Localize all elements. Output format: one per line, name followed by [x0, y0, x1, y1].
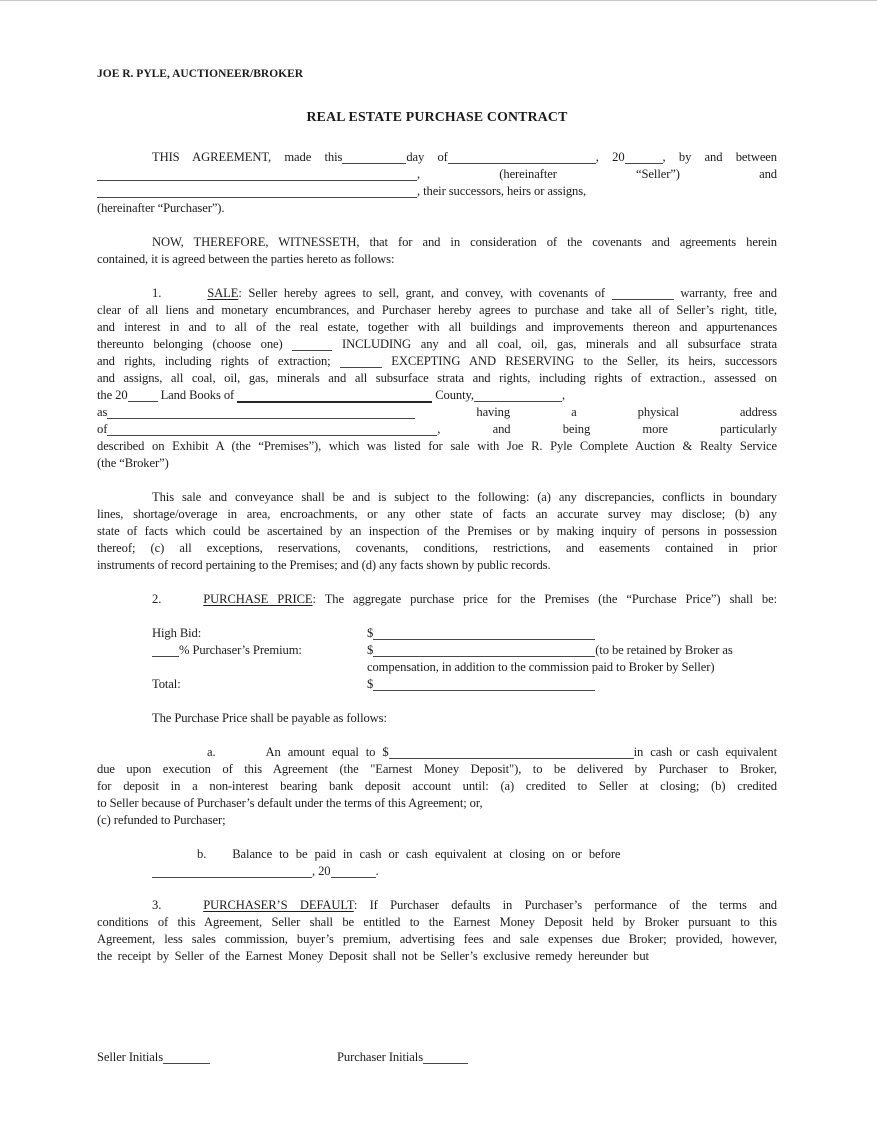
witnesseth-paragraph	[97, 234, 777, 268]
agreement-intro-paragraph	[97, 149, 777, 217]
text-run: , (hereinafter “Seller”) and	[417, 167, 777, 181]
fill-in-blank	[373, 652, 595, 657]
text-run: described on Exhibit A (the “Premises”), which was listed for sale with Joe R. Pyle Complete Auction & Realty Service	[97, 439, 777, 453]
text-run: INCLUDING any and all coal, oil, gas, minerals and all subsurface strata	[332, 337, 778, 351]
text-run: County,	[432, 388, 474, 402]
text-line	[97, 370, 777, 387]
text-line	[97, 931, 777, 948]
subject-to-paragraph	[97, 489, 777, 574]
price-table	[152, 625, 777, 693]
text-run: in cash or cash equivalent	[633, 745, 777, 759]
text-line	[97, 523, 777, 540]
fill-in-blank	[97, 193, 417, 198]
text-line	[97, 319, 777, 336]
text-run: (hereinafter “Purchaser”).	[97, 201, 225, 215]
text-run: $	[367, 677, 374, 691]
fill-in-blank	[474, 397, 562, 402]
text-line	[152, 659, 777, 676]
text-run: to Seller because of Purchaser’s default under the terms of this Agreement; or,	[97, 796, 483, 810]
fill-in-blank	[163, 1059, 210, 1064]
text-run: .	[375, 864, 379, 878]
text-line	[97, 914, 777, 931]
text-run: 2.	[152, 592, 162, 606]
text-run: as	[97, 405, 108, 419]
document-title: REAL ESTATE PURCHASE CONTRACT	[306, 109, 568, 124]
text-run: Total:	[152, 677, 181, 691]
fill-in-blank-bold	[237, 397, 432, 403]
text-line	[97, 795, 777, 812]
text-line	[97, 336, 777, 353]
section-heading: PURCHASE PRICE	[203, 592, 313, 606]
fill-in-blank	[342, 159, 406, 164]
fill-in-blank	[107, 431, 437, 436]
text-run: Seller Initials	[97, 1050, 164, 1064]
section-heading: SALE	[207, 286, 239, 300]
text-run: Purchaser Initials	[337, 1050, 423, 1064]
fill-in-blank	[448, 159, 596, 164]
item-a-earnest-money	[97, 744, 777, 829]
text-line	[97, 183, 777, 200]
text-line	[97, 778, 777, 795]
item-b-balance	[97, 846, 777, 880]
fill-in-blank	[389, 754, 634, 759]
column-cell	[152, 642, 367, 659]
text-run: : Seller hereby agrees to sell, grant, and convey, with covenants of	[238, 286, 612, 300]
text-line	[97, 812, 777, 829]
text-run: 3.	[152, 898, 162, 912]
text-line	[152, 625, 777, 642]
text-run: Agreement, less sales commission, buyer’s premium, advertising fees and sale expenses due Broker; provided, however,	[97, 932, 777, 946]
text-run: (the “Broker”)	[97, 456, 169, 470]
text-line	[97, 761, 777, 778]
text-run: thereof; (c) all exceptions, reservations, covenants, conditions, restrictions, and easements contained in prior	[97, 541, 777, 555]
page-content	[97, 0, 777, 1066]
section-heading: PURCHASER’S DEFAULT	[203, 898, 354, 912]
fill-in-blank	[340, 363, 382, 368]
letterhead: JOE R. PYLE, AUCTIONEER/BROKER	[97, 68, 304, 80]
text-run: conditions of this Agreement, Seller shall be entitled to the Earnest Money Deposit held by Broker pursuant to this	[97, 915, 777, 929]
payable-paragraph	[97, 710, 777, 727]
text-run: , by and between	[662, 150, 777, 164]
text-run: instruments of record pertaining to the Premises; and (d) any facts shown by public records.	[97, 558, 551, 572]
text-line	[152, 642, 777, 659]
text-line	[97, 387, 777, 404]
text-run: The Purchase Price shall be payable as follows:	[152, 711, 387, 725]
text-line	[97, 285, 777, 302]
text-run: b.	[197, 847, 207, 861]
text-line	[97, 438, 777, 455]
footer-initials	[97, 1049, 777, 1066]
text-run: This sale and conveyance shall be and is subject to the following: (a) any discrepancies, conflicts in boundary	[152, 490, 777, 504]
section-1-sale	[97, 285, 777, 472]
text-run: % Purchaser’s Premium:	[179, 643, 302, 657]
text-line	[97, 897, 777, 914]
text-run: warranty, free and	[673, 286, 777, 300]
text-line	[97, 455, 777, 472]
section-3-purchasers-default	[97, 897, 777, 965]
text-line	[152, 676, 777, 693]
text-run: EXCEPTING AND RESERVING to the Seller, its heirs, successors	[381, 354, 777, 368]
text-run: : If Purchaser defaults in Purchaser’s performance of the terms and	[353, 898, 777, 912]
text-run: and interest in and to all of the real estate, together with all buildings and improvements thereon and appurtenances	[97, 320, 777, 334]
text-run: High Bid:	[152, 626, 202, 640]
text-line	[97, 489, 777, 506]
text-run: contained, it is agreed between the parties hereto as follows:	[97, 252, 395, 266]
text-line	[97, 404, 777, 421]
fill-in-blank	[97, 176, 417, 181]
fill-in-blank	[292, 346, 332, 351]
text-run: ,	[561, 388, 566, 402]
text-line	[97, 744, 777, 761]
fill-in-blank	[331, 873, 376, 878]
fill-in-blank	[128, 397, 158, 402]
text-run: and assigns, all coal, oil, gas, minerals and all subsurface strata and rights, including rights of extraction., assessed on	[97, 371, 777, 385]
column-cell	[152, 625, 367, 642]
text-run: for deposit in a non-interest bearing bank deposit account until: (a) credited to Seller at closing; (b) credited	[97, 779, 777, 793]
fill-in-blank	[152, 873, 312, 878]
text-line	[97, 149, 777, 166]
text-run: a.	[207, 745, 216, 759]
text-line	[97, 234, 777, 251]
text-run: compensation, in addition to the commission paid to Broker by Seller)	[367, 660, 715, 674]
text-run: of	[97, 422, 108, 436]
text-run: (c) refunded to Purchaser;	[97, 813, 226, 827]
text-line	[97, 1049, 777, 1066]
text-line	[97, 421, 777, 438]
section-2-purchase-price	[97, 591, 777, 608]
fill-in-blank	[612, 295, 674, 300]
text-run: thereunto belonging (choose one)	[97, 337, 293, 351]
text-run: (to be retained by Broker as	[595, 643, 733, 657]
text-line	[97, 506, 777, 523]
text-run: 1.	[152, 286, 162, 300]
text-run: , 20	[595, 150, 625, 164]
text-run: state of facts which could be ascertained by an inspection of the Premises or by making inquiry of persons in possession	[97, 524, 777, 538]
text-run: $	[367, 643, 374, 657]
text-run: $	[367, 626, 374, 640]
text-run: clear of all liens and monetary encumbrances, and Purchaser hereby agrees to purchase and take all of Seller’s right, title,	[97, 303, 777, 317]
fill-in-blank	[107, 414, 415, 419]
text-line	[97, 200, 777, 217]
text-line	[97, 710, 777, 727]
text-line	[97, 251, 777, 268]
text-line	[97, 540, 777, 557]
document-body	[97, 149, 777, 1066]
text-run: : The aggregate purchase price for the Premises (the “Purchase Price”) shall be:	[312, 592, 777, 606]
text-run: day of	[406, 150, 448, 164]
text-run: the receipt by Seller of the Earnest Money Deposit shall not be Seller’s exclusive remedy hereunder but	[97, 949, 649, 963]
text-run: due upon execution of this Agreement (the "Earnest Money Deposit"), to be delivered by Purchaser to Broker,	[97, 762, 777, 776]
fill-in-blank	[373, 635, 595, 640]
text-run: and rights, including rights of extraction;	[97, 354, 340, 368]
text-run: , and being more particularly	[437, 422, 777, 436]
text-line	[97, 302, 777, 319]
text-run: the 20	[97, 388, 128, 402]
text-line	[97, 353, 777, 370]
fill-in-blank	[423, 1059, 468, 1064]
text-run: Balance to be paid in cash or cash equivalent at closing on or before	[232, 847, 621, 861]
text-run: having a physical address	[415, 405, 777, 419]
text-run: lines, shortage/overage in area, encroachments, or any other state of facts an accurate survey may disclose; (b) any	[97, 507, 777, 521]
text-run: THIS AGREEMENT, made this	[152, 150, 343, 164]
text-run: An amount equal to $	[265, 745, 389, 759]
text-line	[97, 591, 777, 608]
fill-in-blank	[152, 652, 179, 657]
text-line	[97, 846, 777, 863]
text-line	[97, 863, 777, 880]
text-line	[97, 557, 777, 574]
column-cell	[152, 676, 367, 693]
text-line	[97, 166, 777, 183]
text-run: , 20	[312, 864, 331, 878]
text-run: Land Books of	[157, 388, 238, 402]
fill-in-blank	[373, 686, 595, 691]
text-line	[97, 948, 777, 965]
text-run: NOW, THEREFORE, WITNESSETH, that for and in consideration of the covenants and agreements herein	[152, 235, 777, 249]
text-run: , their successors, heirs or assigns,	[417, 184, 587, 198]
fill-in-blank	[625, 159, 663, 164]
